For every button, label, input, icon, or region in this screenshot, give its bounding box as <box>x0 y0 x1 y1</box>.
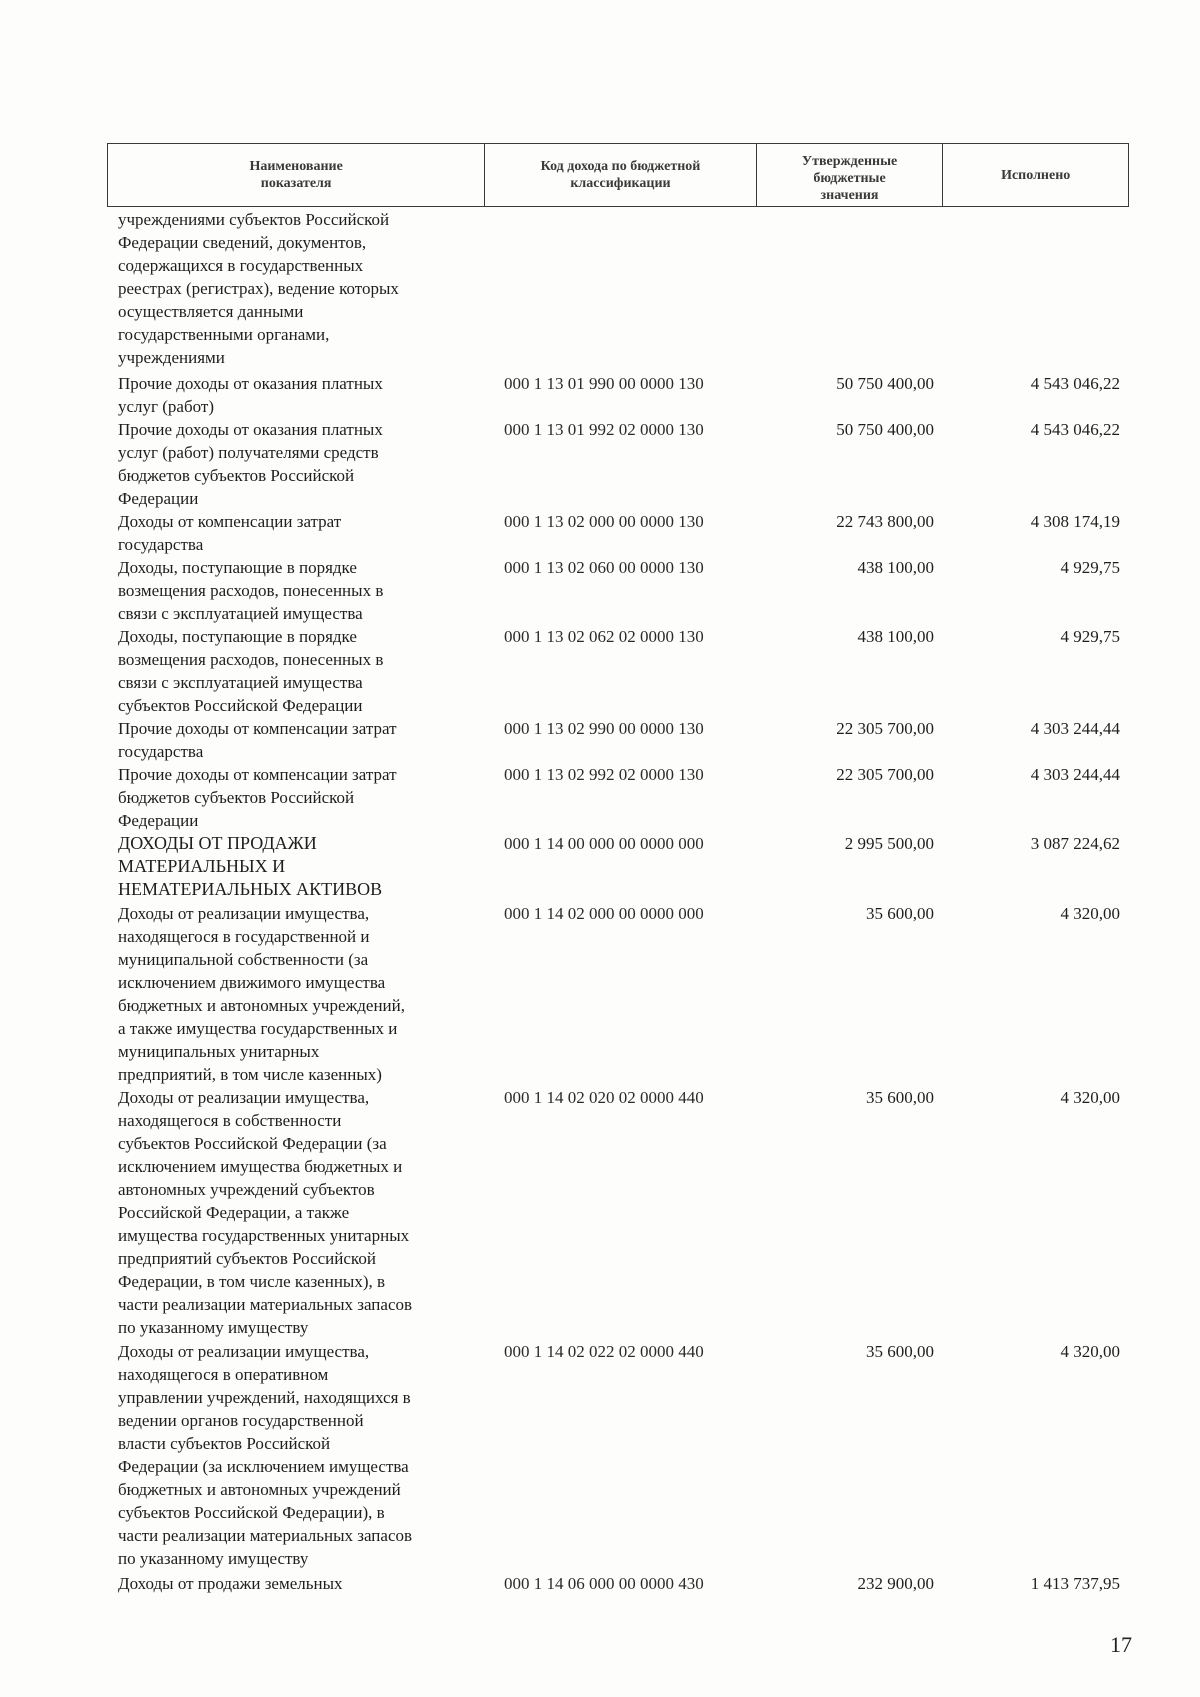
row-approved: 2 995 500,00 <box>844 834 934 853</box>
row-executed: 4 320,00 <box>1060 1342 1120 1361</box>
row-executed: 4 303 244,44 <box>1030 719 1120 738</box>
row-name: Доходы, поступающие в порядке возмещения расходов, понесенных в связи с эксплуатацией имущества субъектов Российской Федерации <box>118 627 384 715</box>
row-approved: 438 100,00 <box>857 627 934 646</box>
row-approved: 50 750 400,00 <box>836 420 934 439</box>
row-approved: 438 100,00 <box>857 558 934 577</box>
header-approved: Утвержденные бюджетные значения <box>757 144 944 206</box>
row-name: Доходы от реализации имущества, находящегося в оперативном управлении учреждений, находящихся в ведении органов государственной власти субъектов Российской Федерации (за исключением имущества бюджетных и автономных учреждений субъектов Российской Федерации), в части реализации материальных запасов по указанному имуществу <box>118 1342 413 1568</box>
row-code: 000 1 14 02 020 02 0000 440 <box>504 1088 704 1107</box>
row-code: 000 1 14 02 022 02 0000 440 <box>504 1342 704 1361</box>
row-name: Прочие доходы от компенсации затрат государства <box>118 719 397 761</box>
row-name: Прочие доходы от оказания платных услуг (работ) <box>118 374 383 416</box>
row-code: 000 1 14 02 000 00 0000 000 <box>504 904 704 923</box>
row-executed: 4 543 046,22 <box>1030 374 1120 393</box>
row-executed: 4 929,75 <box>1060 627 1120 646</box>
row-code: 000 1 13 01 992 02 0000 130 <box>504 420 704 439</box>
row-executed: 3 087 224,62 <box>1030 834 1120 853</box>
row-code: 000 1 13 02 992 02 0000 130 <box>504 765 704 784</box>
row-name: ДОХОДЫ ОТ ПРОДАЖИ МАТЕРИАЛЬНЫХ И НЕМАТЕРИАЛЬНЫХ АКТИВОВ <box>118 833 383 899</box>
row-name: Доходы от компенсации затрат государства <box>118 512 342 554</box>
page-number: 17 <box>1110 1632 1132 1657</box>
row-name: Доходы от реализации имущества, находящегося в государственной и муниципальной собственности (за исключением движимого имущества бюджетных и автономных учреждений, а также имущества государственных и муниципальных унитарных предприятий, в том числе казенных) <box>118 904 405 1084</box>
row-name: учреждениями субъектов Российской Федерации сведений, документов, содержащихся в государственных реестрах (регистрах), ведение которых осуществляется данными государственными органами, учреждениями <box>118 210 399 367</box>
row-code: 000 1 14 06 000 00 0000 430 <box>504 1574 704 1593</box>
row-executed: 4 303 244,44 <box>1030 765 1120 784</box>
row-approved: 22 743 800,00 <box>836 512 934 531</box>
row-approved: 22 305 700,00 <box>836 765 934 784</box>
row-approved: 50 750 400,00 <box>836 374 934 393</box>
row-code: 000 1 13 02 000 00 0000 130 <box>504 512 704 531</box>
row-executed: 4 929,75 <box>1060 558 1120 577</box>
row-approved: 35 600,00 <box>866 1088 934 1107</box>
row-executed: 4 308 174,19 <box>1030 512 1120 531</box>
row-approved: 35 600,00 <box>866 904 934 923</box>
row-name: Доходы от продажи земельных <box>118 1574 343 1593</box>
header-code: Код дохода по бюджетной классификации <box>485 144 756 206</box>
row-code: 000 1 13 01 990 00 0000 130 <box>504 374 704 393</box>
row-approved: 35 600,00 <box>866 1342 934 1361</box>
row-approved: 22 305 700,00 <box>836 719 934 738</box>
row-code: 000 1 14 00 000 00 0000 000 <box>504 834 704 853</box>
row-executed: 4 320,00 <box>1060 904 1120 923</box>
row-executed: 4 543 046,22 <box>1030 420 1120 439</box>
row-code: 000 1 13 02 990 00 0000 130 <box>504 719 704 738</box>
row-executed: 1 413 737,95 <box>1030 1574 1120 1593</box>
header-executed: Исполнено <box>1001 167 1071 183</box>
row-name: Доходы от реализации имущества, находящегося в собственности субъектов Российской Федерации (за исключением имущества бюджетных и автономных учреждений субъектов Российской Федерации, а также имущества государственных унитарных предприятий субъектов Российской Федерации, в том числе казенных), в части реализации материальных запасов по указанному имуществу <box>118 1088 413 1337</box>
row-approved: 232 900,00 <box>857 1574 934 1593</box>
row-executed: 4 320,00 <box>1060 1088 1120 1107</box>
row-name: Прочие доходы от оказания платных услуг (работ) получателями средств бюджетов субъектов Российской Федерации <box>118 420 383 508</box>
row-name: Доходы, поступающие в порядке возмещения расходов, понесенных в связи с эксплуатацией имущества <box>118 558 384 623</box>
header-name: Наименование показателя <box>108 144 485 206</box>
row-name: Прочие доходы от компенсации затрат бюджетов субъектов Российской Федерации <box>118 765 397 830</box>
row-code: 000 1 13 02 062 02 0000 130 <box>504 627 704 646</box>
row-code: 000 1 13 02 060 00 0000 130 <box>504 558 704 577</box>
